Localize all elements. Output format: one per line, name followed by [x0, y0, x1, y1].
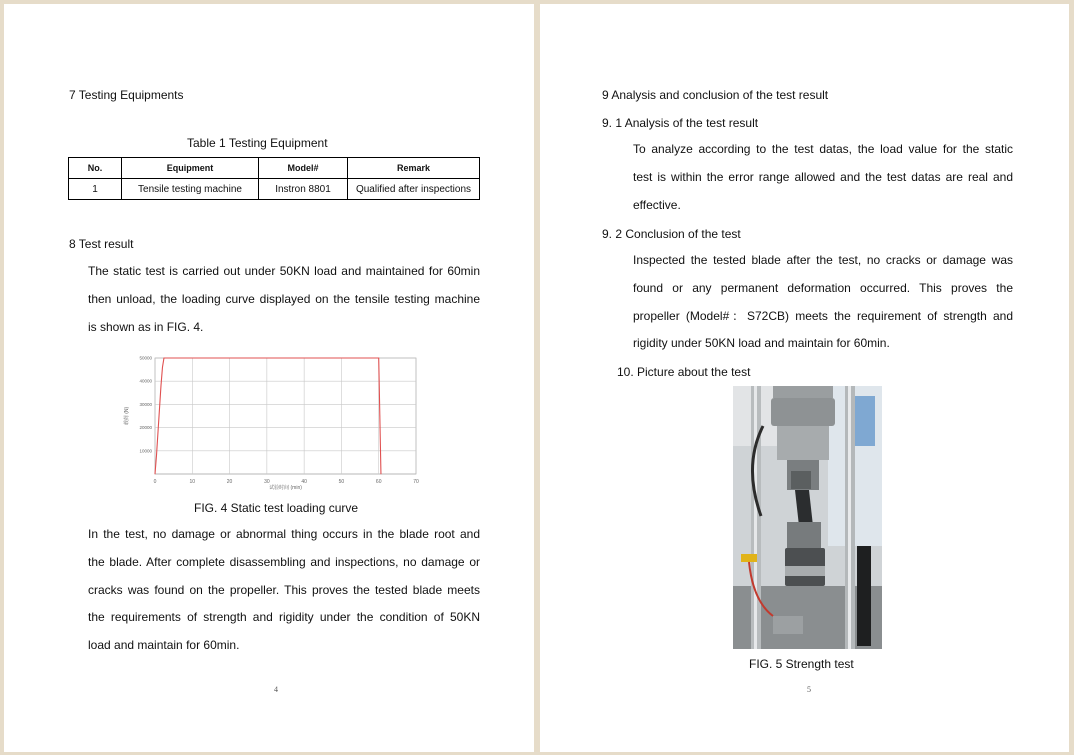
cell-model: Instron 8801 [259, 179, 348, 200]
paragraph-line: cracks was found on the propeller. This proves the tested blade meets [88, 582, 480, 597]
load-curve-point [378, 358, 379, 359]
paragraph-line: the blade. After complete disassembling and inspections, no damage or [88, 554, 480, 569]
tensile-machine-photo-illustration [733, 386, 882, 649]
paragraph-line: test is within the error range allowed and the test datas are real and [633, 169, 1013, 184]
paragraph-line: rigidity under 50KN load and maintain for 60min. [633, 336, 890, 351]
load-curve-point [379, 416, 380, 417]
equipment-table [68, 157, 480, 200]
cell-no: 1 [69, 179, 122, 200]
paragraph-line: found or any permanent deformation occurred. This proves the [633, 280, 1013, 295]
load-curve-point [164, 358, 165, 359]
section-9-1-heading: 9. 1 Analysis of the test result [602, 116, 759, 130]
section-9-1-paragraph [633, 136, 1013, 219]
load-curve-point [155, 474, 156, 475]
load-curve-point [381, 474, 382, 475]
load-curve-point [159, 409, 160, 410]
cell-remark: Qualified after inspections [348, 179, 480, 200]
x-tick-label: 30 [264, 479, 270, 485]
y-tick-label: 10000 [139, 448, 152, 454]
col-header-model: Model# [259, 158, 348, 179]
page-4 [4, 4, 534, 752]
paragraph-line: The static test is carried out under 50KN load and maintained for 60min [88, 264, 480, 278]
x-axis-label: 试验时间 (min) [269, 485, 302, 490]
section-9-2-heading: 9. 2 Conclusion of the test [602, 227, 741, 241]
paragraph-line: the requirements of strength and rigidity under the condition of 50KN [88, 610, 480, 625]
x-tick-label: 60 [375, 479, 382, 485]
y-tick-label: 30000 [139, 401, 152, 407]
page-number: 4 [274, 685, 278, 694]
figure-5-caption: FIG. 5 Strength test [749, 657, 854, 671]
table-header-row [69, 158, 480, 179]
paragraph-line: In the test, no damage or abnormal thing occurs in the blade root and [88, 527, 480, 541]
table-1-caption: Table 1 Testing Equipment [187, 136, 328, 150]
cell-equipment: Tensile testing machine [122, 179, 259, 200]
conclusion-paragraph [88, 521, 480, 660]
paragraph-line: is shown as in FIG. 4. [88, 319, 204, 334]
section-7-heading: 7 Testing Equipments [69, 88, 184, 102]
load-curve-point [161, 385, 162, 386]
section-9-heading: 9 Analysis and conclusion of the test result [602, 88, 829, 102]
x-tick-label: 20 [226, 479, 233, 485]
paragraph-line: effective. [633, 197, 681, 212]
paragraph-line: load and maintain for 60min. [88, 638, 240, 653]
x-tick-label: 0 [153, 479, 157, 485]
plot-area [155, 358, 416, 474]
x-tick-label: 40 [301, 479, 307, 485]
col-header-equipment: Equipment [122, 158, 259, 179]
y-axis-label: 载荷 (N) [124, 406, 130, 426]
table-row [69, 179, 480, 200]
y-tick-label: 20000 [139, 425, 152, 431]
load-curve-point [158, 432, 159, 433]
paragraph-line: Inspected the tested blade after the test, no cracks or damage was [633, 253, 1013, 267]
load-curve-point [156, 455, 157, 456]
paragraph-line: To analyze according to the test datas, the load value for the static [633, 142, 1013, 156]
paragraph-line: propeller (Model#：S72CB) meets the requirement of strength and [633, 308, 1013, 323]
strength-test-photo [733, 386, 882, 649]
figure-4-caption: FIG. 4 Static test loading curve [194, 501, 359, 515]
load-curve-point [162, 367, 163, 368]
loading-curve-chart [116, 348, 421, 490]
section-8-heading: 8 Test result [69, 237, 134, 251]
x-tick-label: 70 [413, 479, 419, 485]
x-tick-label: 50 [338, 479, 345, 485]
y-tick-label: 40000 [139, 378, 152, 384]
paragraph-line: then unload, the loading curve displayed on the tensile testing machine [88, 291, 480, 306]
col-header-remark: Remark [348, 158, 480, 179]
section-8-paragraph [88, 258, 480, 341]
page-number: 5 [807, 685, 811, 694]
col-header-no: No. [69, 158, 122, 179]
section-10-heading: 10. Picture about the test [617, 365, 751, 379]
figure-4-chart [116, 348, 421, 490]
y-tick-label: 50000 [139, 355, 152, 361]
x-tick-label: 10 [189, 479, 196, 485]
page-5 [540, 4, 1069, 752]
section-9-2-paragraph [633, 247, 1013, 358]
